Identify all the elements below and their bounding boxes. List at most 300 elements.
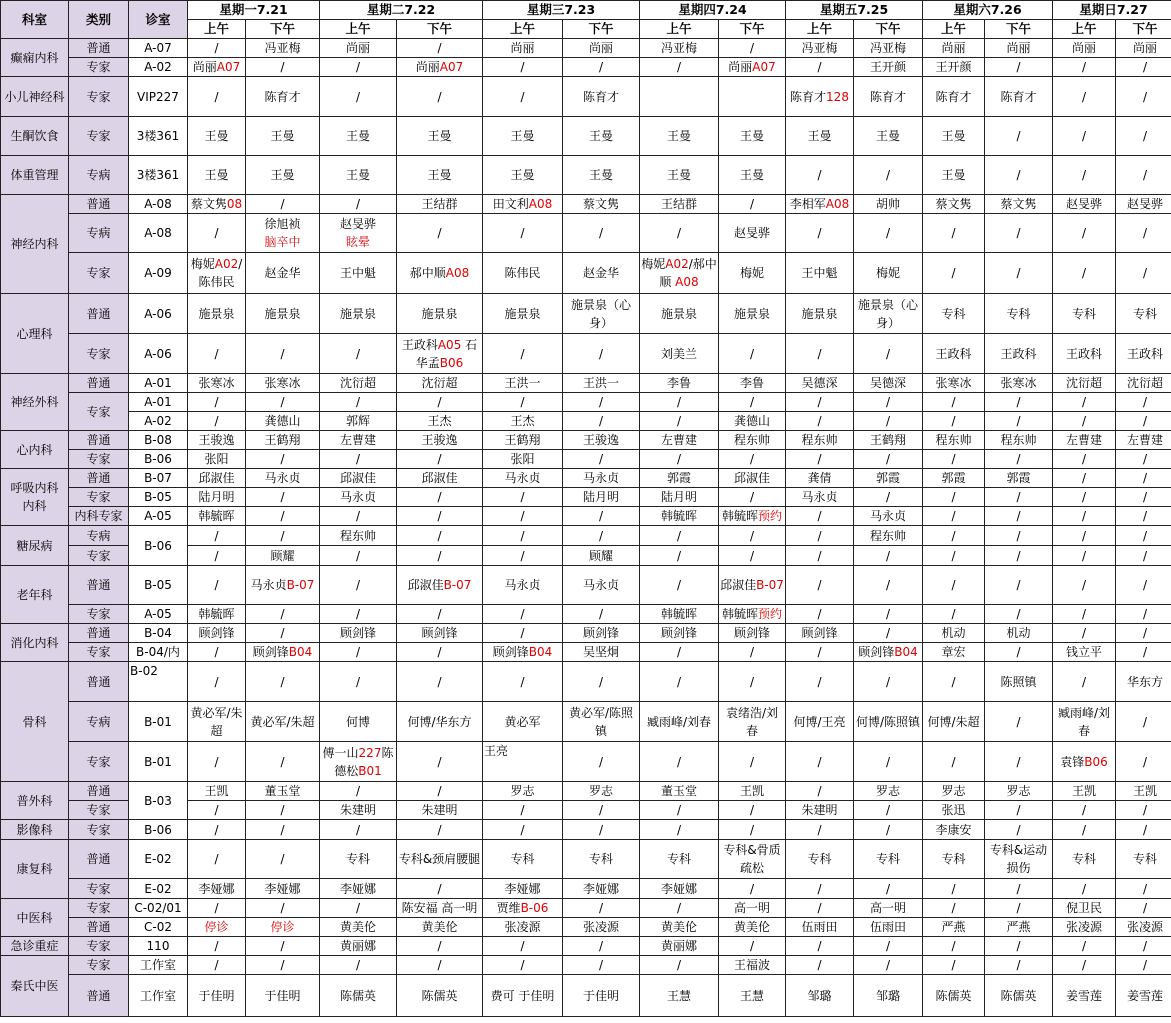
room-note: 停诊: [270, 920, 295, 934]
slot-cell: 赵旻骅: [719, 214, 786, 253]
slot-cell: 邱淑佳: [320, 469, 397, 488]
slot-cell: /: [1053, 566, 1116, 605]
room-cell: B-04/内: [129, 643, 188, 662]
slot-cell: /: [719, 393, 786, 412]
slot-cell: /: [563, 507, 640, 526]
slot-cell: 蔡文隽: [923, 195, 985, 214]
schedule-row: [1, 956, 1171, 975]
slot-cell: 王政科: [1053, 334, 1116, 374]
slot-cell: /: [1116, 77, 1171, 117]
category-cell: 专家: [69, 605, 129, 624]
dept-cell: 影像科: [1, 820, 69, 840]
doctor-name: 顾剑锋: [252, 645, 289, 659]
slot-cell: /: [397, 526, 483, 546]
slot-cell: 胡帅: [854, 195, 923, 214]
slot-cell: /: [563, 450, 640, 469]
slot-cell: /: [188, 937, 246, 956]
slot-cell: /: [854, 801, 923, 820]
slot-cell: /: [397, 488, 483, 507]
slot-cell: 李康安: [923, 820, 985, 840]
category-cell: 普通: [69, 975, 129, 1017]
slot-cell: /: [985, 742, 1053, 782]
category-cell: 专家: [69, 937, 129, 956]
slot-cell: /: [188, 214, 246, 253]
room-note: A08: [675, 275, 699, 289]
slot-cell: 左曹建: [1053, 431, 1116, 450]
category-cell: 专家: [69, 253, 129, 294]
slot-cell: 黄丽娜: [320, 937, 397, 956]
slot-cell: /: [397, 77, 483, 117]
schedule-row: [1, 488, 1171, 507]
slot-cell: 严燕: [923, 918, 985, 937]
slot-cell: /: [923, 546, 985, 566]
room-note: A02: [214, 257, 239, 271]
room-cell: 3楼361: [129, 117, 188, 156]
slot-cell: 马永贞: [246, 469, 320, 488]
doctor-name: 韩毓晖: [721, 607, 758, 621]
slot-cell: 吴德深: [854, 374, 923, 393]
slot-cell: /: [1116, 820, 1171, 840]
room-cell: A-09: [129, 253, 188, 294]
slot-cell: 王曼: [397, 156, 483, 195]
slot-cell: 专科: [1053, 840, 1116, 879]
slot-cell: [483, 899, 563, 918]
schedule-row: [1, 156, 1171, 195]
slot-cell: /: [1053, 117, 1116, 156]
slot-cell: [320, 214, 397, 253]
slot-cell: 黄必军: [483, 702, 563, 742]
slot-cell: /: [1116, 253, 1171, 294]
slot-cell: 张阳: [188, 450, 246, 469]
slot-cell: 王结群: [397, 195, 483, 214]
slot-cell: /: [320, 507, 397, 526]
slot-cell: 高一明: [719, 899, 786, 918]
slot-cell: /: [1116, 412, 1171, 431]
slot-cell: /: [188, 77, 246, 117]
slot-cell: 黄美伦: [640, 918, 719, 937]
slot-cell: /: [640, 546, 719, 566]
slot-cell: [854, 643, 923, 662]
category-cell: 普通: [69, 374, 129, 393]
slot-cell: 王凯: [1053, 782, 1116, 801]
slot-cell: /: [923, 507, 985, 526]
schedule-row: [1, 820, 1171, 840]
slot-cell: /: [1116, 801, 1171, 820]
slot-cell: 冯亚梅: [640, 39, 719, 58]
slot-cell: /: [246, 662, 320, 702]
header-day-sun: 星期日7.27: [1053, 1, 1171, 20]
room-cell: A-01: [129, 393, 188, 412]
slot-cell: /: [923, 956, 985, 975]
slot-cell: /: [246, 393, 320, 412]
slot-cell: 施景泉: [397, 294, 483, 334]
doctor-name: 王亮: [484, 744, 509, 758]
slot-cell: 王曼: [320, 156, 397, 195]
schedule-row: [1, 782, 1171, 801]
slot-cell: /: [854, 956, 923, 975]
slot-cell: /: [1116, 566, 1171, 605]
slot-cell: /: [786, 526, 854, 546]
slot-cell: /: [563, 58, 640, 77]
schedule-row: [1, 662, 1171, 702]
doctor-name: 尚丽: [192, 60, 217, 74]
header-pm: 下午: [719, 20, 786, 39]
slot-cell: 王曼: [719, 156, 786, 195]
slot-cell: /: [854, 937, 923, 956]
slot-cell: 李娅娜: [246, 879, 320, 899]
slot-cell: /: [483, 820, 563, 840]
category-cell: 专家: [69, 801, 129, 820]
category-cell: 专家: [69, 546, 129, 566]
slot-cell: /: [397, 742, 483, 782]
slot-cell: 董玉堂: [246, 782, 320, 801]
slot-cell: 王政科: [985, 334, 1053, 374]
slot-cell: 施景泉: [246, 294, 320, 334]
slot-cell: /: [786, 546, 854, 566]
slot-cell: 沈衍超: [397, 374, 483, 393]
slot-cell: 邱淑佳: [397, 469, 483, 488]
slot-cell: 华东方: [1116, 662, 1171, 702]
slot-cell: /: [320, 393, 397, 412]
slot-cell: /: [188, 546, 246, 566]
slot-cell: /: [786, 820, 854, 840]
header-pm: 下午: [1116, 20, 1171, 39]
schedule-row: [1, 77, 1171, 117]
doctor-name: 袁锋: [1060, 754, 1085, 769]
slot-cell: 何博: [320, 702, 397, 742]
header-day-tue: 星期二7.22: [320, 1, 483, 20]
slot-cell: 张寒冰: [188, 374, 246, 393]
slot-cell: 朱建明: [786, 801, 854, 820]
category-cell: 专家: [69, 956, 129, 975]
slot-cell: /: [320, 956, 397, 975]
slot-cell: 左曹建: [640, 431, 719, 450]
slot-cell: 龚德山: [246, 412, 320, 431]
slot-cell: /: [483, 956, 563, 975]
slot-cell: 李娅娜: [483, 879, 563, 899]
slot-cell: /: [786, 899, 854, 918]
room-note: B-07: [443, 578, 472, 592]
slot-cell: [719, 605, 786, 624]
slot-cell: /: [563, 334, 640, 374]
slot-cell: [719, 77, 786, 117]
slot-cell: /: [719, 195, 786, 214]
slot-cell: 龚德山: [719, 412, 786, 431]
dept-cell: 急诊重症: [1, 937, 69, 956]
slot-cell: 张凌源: [563, 918, 640, 937]
slot-cell: 朱建明: [397, 801, 483, 820]
slot-cell: /: [985, 820, 1053, 840]
slot-cell: [188, 918, 246, 937]
doctor-name: 陈德松: [334, 745, 394, 778]
slot-cell: /: [320, 662, 397, 702]
slot-cell: 王曼: [786, 117, 854, 156]
header-am: 上午: [640, 20, 719, 39]
slot-cell: 顾剑锋: [188, 624, 246, 643]
slot-cell: 程东帅: [985, 431, 1053, 450]
slot-cell: 左曹建: [1116, 431, 1171, 450]
slot-cell: /: [563, 937, 640, 956]
slot-cell: 臧雨峰/刘春: [640, 702, 719, 742]
slot-cell: /: [1116, 742, 1171, 782]
slot-cell: /: [483, 393, 563, 412]
slot-cell: 专科: [854, 840, 923, 879]
slot-cell: /: [188, 956, 246, 975]
slot-cell: /: [786, 412, 854, 431]
slot-cell: 王曼: [719, 117, 786, 156]
slot-cell: 赵旻骅: [1116, 195, 1171, 214]
slot-cell: 顾剑锋: [563, 624, 640, 643]
dept-cell: 消化内科: [1, 624, 69, 662]
room-note: B-06: [520, 901, 549, 915]
slot-cell: 郭霞: [640, 469, 719, 488]
slot-cell: /: [1116, 956, 1171, 975]
slot-cell: 刘美兰: [640, 334, 719, 374]
slot-cell: /: [1053, 801, 1116, 820]
slot-cell: 黄必军/陈照镇: [563, 702, 640, 742]
slot-cell: /: [483, 662, 563, 702]
room-cell: B-02: [129, 662, 188, 702]
slot-cell: 王曼: [640, 156, 719, 195]
slot-cell: 黄美伦: [719, 918, 786, 937]
slot-cell: 黄美伦: [320, 918, 397, 937]
slot-cell: 罗志: [923, 782, 985, 801]
category-cell: 专家: [69, 393, 129, 431]
slot-cell: 于佳明: [563, 975, 640, 1017]
doctor-name: /郝中顺: [659, 257, 717, 289]
header-am: 上午: [188, 20, 246, 39]
slot-cell: 李鲁: [719, 374, 786, 393]
room-cell: 110: [129, 937, 188, 956]
room-cell: E-02: [129, 879, 188, 899]
slot-cell: /: [483, 58, 563, 77]
room-cell: B-06: [129, 820, 188, 840]
slot-cell: /: [483, 214, 563, 253]
slot-cell: /: [188, 643, 246, 662]
room-cell: B-05: [129, 566, 188, 605]
slot-cell: /: [1116, 156, 1171, 195]
slot-cell: /: [1116, 58, 1171, 77]
slot-cell: [483, 643, 563, 662]
slot-cell: 龚倩: [786, 469, 854, 488]
slot-cell: 陈伟民: [483, 253, 563, 294]
doctor-name: 尚丽: [415, 60, 440, 74]
slot-cell: 马永贞: [563, 566, 640, 605]
slot-cell: 张寒冰: [246, 374, 320, 393]
slot-cell: /: [563, 801, 640, 820]
slot-cell: 罗志: [854, 782, 923, 801]
room-note: B06: [1084, 754, 1108, 769]
slot-cell: 王鹤翔: [246, 431, 320, 450]
slot-cell: [246, 566, 320, 605]
schedule-row: [1, 39, 1171, 58]
slot-cell: [786, 195, 854, 214]
slot-cell: /: [246, 624, 320, 643]
slot-cell: [188, 58, 246, 77]
slot-cell: /: [397, 393, 483, 412]
slot-cell: 王开颜: [854, 58, 923, 77]
slot-cell: 李娅娜: [563, 879, 640, 899]
slot-cell: /: [188, 566, 246, 605]
slot-cell: 专科&骨质疏松: [719, 840, 786, 879]
slot-cell: /: [563, 214, 640, 253]
slot-cell: /: [786, 566, 854, 605]
slot-cell: /: [985, 507, 1053, 526]
slot-cell: /: [397, 643, 483, 662]
room-cell: A-05: [129, 605, 188, 624]
schedule-row: [1, 253, 1171, 294]
slot-cell: 李鲁: [640, 374, 719, 393]
slot-cell: 钱立平: [1053, 643, 1116, 662]
slot-cell: 李娅娜: [640, 879, 719, 899]
slot-cell: 姜雪莲: [1053, 975, 1116, 1017]
room-cell: 工作室: [129, 975, 188, 1017]
slot-cell: /: [246, 58, 320, 77]
header-am: 上午: [1053, 20, 1116, 39]
slot-cell: /: [985, 488, 1053, 507]
slot-cell: /: [719, 39, 786, 58]
slot-cell: /: [1053, 58, 1116, 77]
schedule-row: [1, 702, 1171, 742]
slot-cell: /: [246, 526, 320, 546]
slot-cell: 张寒冰: [923, 374, 985, 393]
slot-cell: 程东帅: [923, 431, 985, 450]
slot-cell: 陈儒英: [923, 975, 985, 1017]
room-note: B04: [894, 645, 918, 659]
slot-cell: 施景泉: [719, 294, 786, 334]
slot-cell: /: [188, 393, 246, 412]
slot-cell: 尚丽: [923, 39, 985, 58]
slot-cell: /: [985, 956, 1053, 975]
slot-cell: /: [985, 450, 1053, 469]
slot-cell: 冯亚梅: [854, 39, 923, 58]
doctor-name: 徐旭祯: [264, 217, 301, 231]
slot-cell: 专科: [923, 294, 985, 334]
slot-cell: 韩毓晖: [188, 507, 246, 526]
slot-cell: 王骏逸: [188, 431, 246, 450]
category-cell: 专家: [69, 58, 129, 77]
slot-cell: /: [188, 412, 246, 431]
header-am: 上午: [923, 20, 985, 39]
slot-cell: 蔡文隽: [985, 195, 1053, 214]
slot-cell: /: [563, 393, 640, 412]
slot-cell: /: [1116, 937, 1171, 956]
category-cell: 普通: [69, 662, 129, 702]
slot-cell: 王杰: [397, 412, 483, 431]
dept-cell: 心内科: [1, 431, 69, 469]
slot-cell: 王曼: [246, 117, 320, 156]
slot-cell: /: [483, 605, 563, 624]
slot-cell: /: [923, 899, 985, 918]
slot-cell: 章宏: [923, 643, 985, 662]
slot-cell: [188, 253, 246, 294]
slot-cell: /: [854, 546, 923, 566]
slot-cell: 施景泉（心身）: [563, 294, 640, 334]
slot-cell: 陈育才: [246, 77, 320, 117]
header-room: 诊室: [129, 1, 188, 39]
schedule-row: [1, 117, 1171, 156]
slot-cell: /: [640, 412, 719, 431]
header-pm: 下午: [246, 20, 320, 39]
schedule-row: [1, 879, 1171, 899]
slot-cell: /: [786, 507, 854, 526]
header-am: 上午: [483, 20, 563, 39]
room-cell: B-01: [129, 702, 188, 742]
slot-cell: 朱建明: [320, 801, 397, 820]
slot-cell: 韩毓晖: [188, 605, 246, 624]
slot-cell: /: [985, 412, 1053, 431]
room-note: A02: [665, 257, 689, 271]
slot-cell: [719, 507, 786, 526]
room-cell: 工作室: [129, 956, 188, 975]
slot-cell: 郭辉: [320, 412, 397, 431]
slot-cell: /: [320, 605, 397, 624]
slot-cell: 专科: [1116, 840, 1171, 879]
slot-cell: /: [1116, 450, 1171, 469]
slot-cell: /: [1053, 605, 1116, 624]
slot-cell: /: [985, 58, 1053, 77]
slot-cell: /: [985, 643, 1053, 662]
slot-cell: 专科: [923, 840, 985, 879]
slot-cell: /: [1116, 546, 1171, 566]
schedule-row: [1, 624, 1171, 643]
slot-cell: /: [786, 214, 854, 253]
slot-cell: 专科&颈肩腰腿: [397, 840, 483, 879]
header-am: 上午: [320, 20, 397, 39]
slot-cell: /: [320, 546, 397, 566]
slot-cell: /: [563, 662, 640, 702]
slot-cell: /: [985, 117, 1053, 156]
slot-cell: 陈育才: [854, 77, 923, 117]
category-cell: 普通: [69, 782, 129, 801]
slot-cell: /: [854, 488, 923, 507]
schedule-row: [1, 431, 1171, 450]
slot-cell: 王杰: [483, 412, 563, 431]
slot-cell: /: [640, 58, 719, 77]
slot-cell: /: [719, 742, 786, 782]
doctor-name: 赵旻骅: [339, 217, 376, 231]
slot-cell: /: [483, 488, 563, 507]
slot-cell: 尚丽: [1053, 39, 1116, 58]
room-note: 08: [226, 197, 243, 211]
doctor-name: 邱淑佳: [720, 578, 757, 592]
slot-cell: 高一明: [854, 899, 923, 918]
room-cell: A-06: [129, 294, 188, 334]
slot-cell: 施景泉: [188, 294, 246, 334]
room-note: A05: [437, 337, 462, 352]
slot-cell: /: [719, 334, 786, 374]
slot-cell: /: [246, 195, 320, 214]
slot-cell: /: [246, 507, 320, 526]
category-cell: 普通: [69, 840, 129, 879]
slot-cell: /: [246, 742, 320, 782]
slot-cell: 王曼: [320, 117, 397, 156]
room-note: B04: [528, 645, 553, 659]
schedule-row: [1, 374, 1171, 393]
slot-cell: /: [854, 820, 923, 840]
slot-cell: 专科: [786, 840, 854, 879]
slot-cell: 顾剑锋: [320, 624, 397, 643]
slot-cell: 顾耀: [246, 546, 320, 566]
category-cell: 专病: [69, 156, 129, 195]
room-cell: B-08: [129, 431, 188, 450]
room-note: B-07: [756, 578, 784, 592]
slot-cell: /: [563, 820, 640, 840]
slot-cell: /: [985, 526, 1053, 546]
slot-cell: 何博/朱超: [923, 702, 985, 742]
schedule-row: [1, 195, 1171, 214]
slot-cell: /: [786, 742, 854, 782]
